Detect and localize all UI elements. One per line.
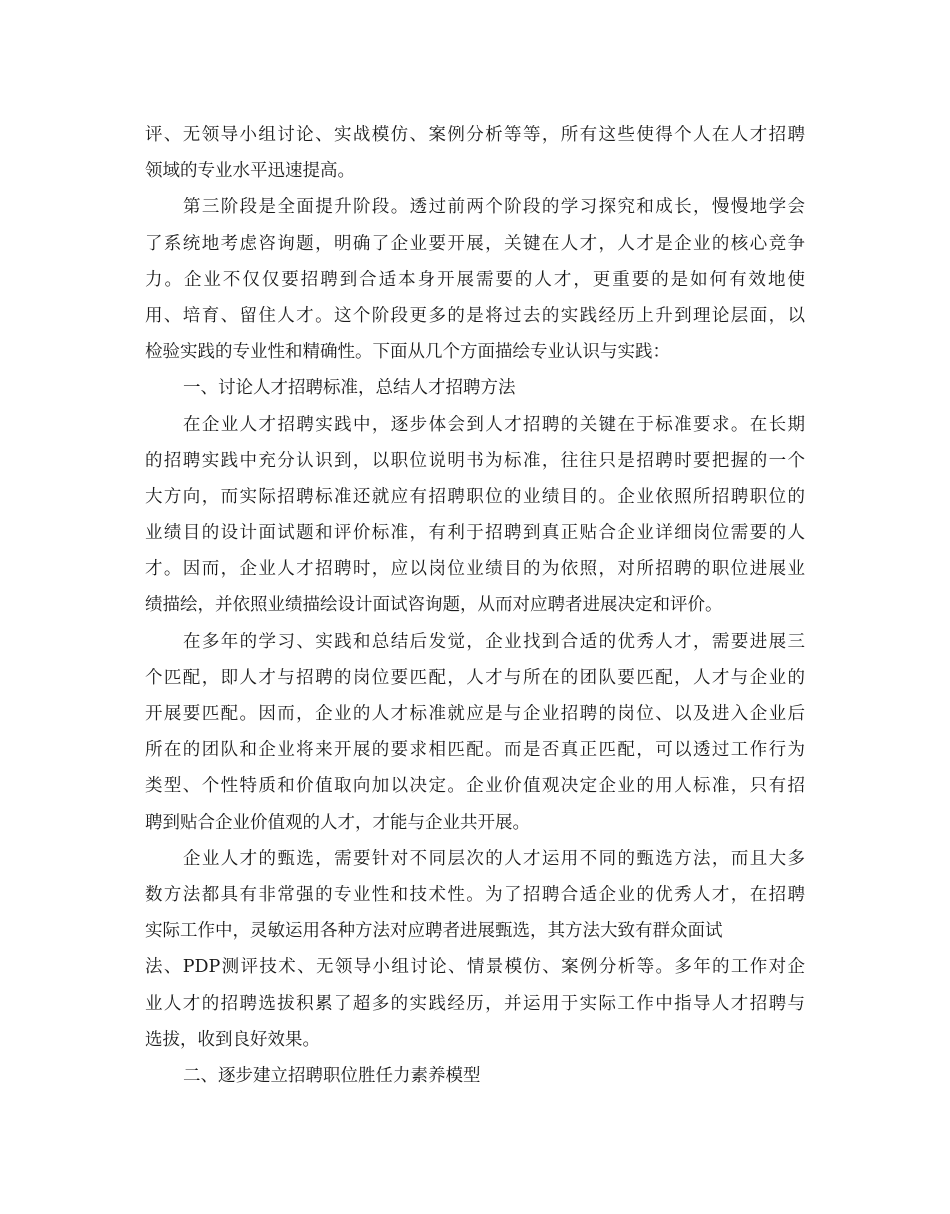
text-line: 了系统地考虑咨询题，明确了企业要开展，关键在人才，人才是企业的核心竞争 [145, 233, 805, 254]
text-line: 才。因而，企业人才招聘时，应以岗位业绩目的为依照，对所招聘的职位进展业 [145, 559, 805, 580]
paragraph-first-line: 在企业人才招聘实践中，逐步体会到人才招聘的关键在于标准要求。在长期 [183, 414, 805, 435]
text-line: 开展要匹配。因而，企业的人才标准就应是与企业招聘的岗位、以及进入企业后 [145, 704, 805, 724]
paragraph-first-line: 二、逐步建立招聘职位胜任力素养模型 [183, 1065, 481, 1086]
paragraph-first-line: 在多年的学习、实践和总结后发觉，企业找到合适的优秀人才，需要进展三 [183, 631, 805, 652]
text-line: 实际工作中，灵敏运用各种方法对应聘者进展甄选，其方法大致有群众面试 [145, 921, 723, 942]
text-line: 用、培育、留住人才。这个阶段更多的是将过去的实践经历上升到理论层面，以 [145, 305, 805, 326]
text-line: 评、无领导小组讨论、实战模仿、案例分析等等，所有这些使得个人在人才招聘 [145, 125, 805, 145]
text-line: 数方法都具有非常强的专业性和技术性。为了招聘合适企业的优秀人才，在招聘 [145, 884, 805, 905]
text-line: 法、PDP测评技术、无领导小组讨论、情景模仿、案例分析等。多年的工作对企 [145, 957, 805, 978]
text-line: 个匹配，即人才与招聘的岗位要匹配，人才与所在的团队要匹配，人才与企业的 [145, 667, 805, 688]
text-line: 业绩目的设计面试题和评价标准，有利于招聘到真正贴合企业详细岗位需要的人 [145, 523, 805, 544]
text-line: 检验实践的专业性和精确性。下面从几个方面描绘专业认识与实践： [145, 342, 670, 363]
document-body [145, 117, 805, 1094]
text-line: 领域的专业水平迅速提高。 [145, 161, 355, 182]
text-line: 聘到贴合企业价值观的人才，才能与企业共开展。 [145, 812, 530, 833]
text-line: 所在的团队和企业将来开展的要求相匹配。而是否真正匹配，可以透过工作行为 [145, 740, 805, 761]
text-line: 大方向，而实际招聘标准还就应有招聘职位的业绩目的。企业依照所招聘职位的 [145, 486, 805, 507]
paragraph-first-line: 企业人才的甄选，需要针对不同层次的人才运用不同的甄选方法，而且大多 [183, 848, 805, 869]
text-line: 绩描绘，并依照业绩描绘设计面试咨询题，从而对应聘者进展决定和评价。 [145, 595, 723, 616]
text-line: 力。企业不仅仅要招聘到合适本身开展需要的人才，更重要的是如何有效地使 [145, 269, 805, 290]
text-line: 的招聘实践中充分认识到，以职位说明书为标准，往往只是招聘时要把握的一个 [145, 450, 805, 471]
paragraph-first-line: 第三阶段是全面提升阶段。透过前两个阶段的学习探究和成长，慢慢地学会 [183, 197, 805, 218]
paragraph-first-line: 一、讨论人才招聘标准，总结人才招聘方法 [183, 378, 516, 399]
text-line: 选拔，收到良好效果。 [145, 1029, 320, 1050]
text-line: 业人才的招聘选拔积累了超多的实践经历，并运用于实际工作中指导人才招聘与 [145, 993, 805, 1014]
text-line: 类型、个性特质和价值取向加以决定。企业价值观决定企业的用人标准，只有招 [145, 776, 805, 797]
